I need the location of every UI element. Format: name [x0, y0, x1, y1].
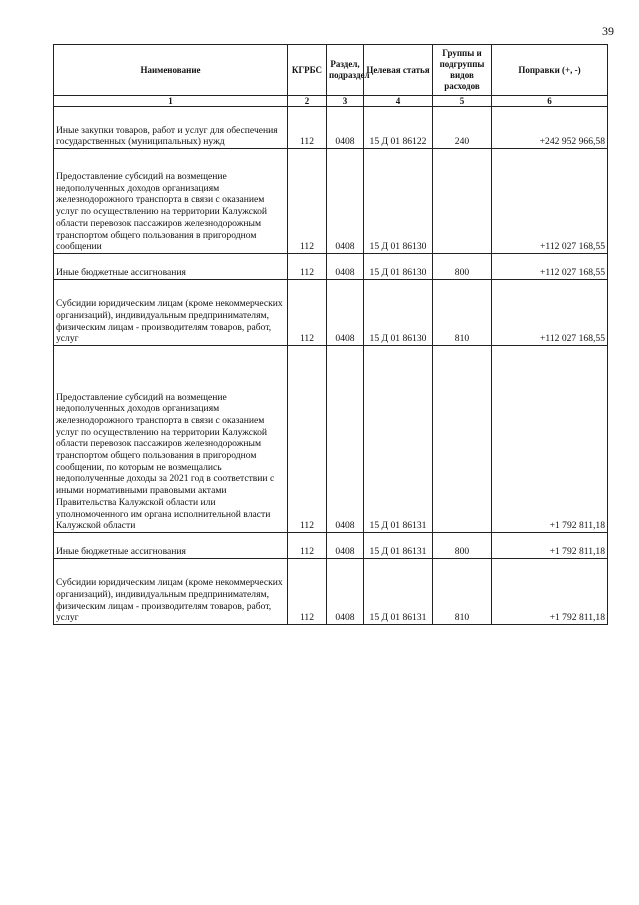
header-amendments: Поправки (+, -) [492, 45, 608, 96]
table-row [54, 280, 608, 346]
column-number: 2 [288, 96, 327, 107]
row-amendment-amount: +242 952 966,58 [492, 107, 608, 149]
row-expense-group: 800 [433, 254, 492, 280]
row-kgrbs: 112 [288, 346, 327, 533]
row-amendment-amount: +1 792 811,18 [492, 533, 608, 559]
row-expense-group: 810 [433, 559, 492, 625]
page-number: 39 [602, 24, 614, 38]
row-amendment-amount: +1 792 811,18 [492, 346, 608, 533]
table-row [54, 346, 608, 533]
row-name: Предоставление субсидий на возмещение недополученных доходов организациям железнодорожного транспорта в связи с оказанием услуг по осуществлению на территории Калужской области перевозок пассажиров железнодорожным транспортом общего пользования в пригородном сообщении [54, 149, 288, 254]
row-target-article: 15 Д 01 86122 [364, 107, 433, 149]
table-header-row [54, 45, 608, 96]
row-amendment-amount: +112 027 168,55 [492, 254, 608, 280]
row-section: 0408 [327, 346, 364, 533]
row-name: Предоставление субсидий на возмещение недополученных доходов организациям железнодорожного транспорта в связи с оказанием услуг по осуществлению на территории Калужской области перевозок пассажиров железнодорожным транспортом общего пользования в пригородном сообщении, по которым не возмещались недополученные доходы за 2021 год в соответствии с иными нормативными правовыми актами Правительства Калужской области или уполномоченного им органа исполнительной власти Калужской области [54, 346, 288, 533]
row-section: 0408 [327, 149, 364, 254]
table-row [54, 254, 608, 280]
row-target-article: 15 Д 01 86131 [364, 533, 433, 559]
column-number: 5 [433, 96, 492, 107]
budget-amendments-table [53, 44, 608, 625]
row-name: Иные бюджетные ассигнования [54, 254, 288, 280]
column-number: 1 [54, 96, 288, 107]
row-target-article: 15 Д 01 86131 [364, 346, 433, 533]
table-row [54, 533, 608, 559]
header-name: Наименование [54, 45, 288, 96]
row-expense-group: 240 [433, 107, 492, 149]
row-kgrbs: 112 [288, 149, 327, 254]
row-name: Иные бюджетные ассигнования [54, 533, 288, 559]
row-section: 0408 [327, 280, 364, 346]
column-number: 6 [492, 96, 608, 107]
row-kgrbs: 112 [288, 254, 327, 280]
row-name: Иные закупки товаров, работ и услуг для обеспечения государственных (муниципальных) нужд [54, 107, 288, 149]
header-kgrbs: КГРБС [288, 45, 327, 96]
header-section: Раздел, подраздел [327, 45, 364, 96]
row-name: Субсидии юридическим лицам (кроме некоммерческих организаций), индивидуальным предпринимателям, физическим лицам - производителям товаров, работ, услуг [54, 280, 288, 346]
row-section: 0408 [327, 559, 364, 625]
column-number: 4 [364, 96, 433, 107]
row-target-article: 15 Д 01 86130 [364, 149, 433, 254]
row-section: 0408 [327, 107, 364, 149]
table-row [54, 559, 608, 625]
row-expense-group: 810 [433, 280, 492, 346]
row-name: Субсидии юридическим лицам (кроме некоммерческих организаций), индивидуальным предпринимателям, физическим лицам - производителям товаров, работ, услуг [54, 559, 288, 625]
row-expense-group: 800 [433, 533, 492, 559]
row-target-article: 15 Д 01 86130 [364, 280, 433, 346]
row-kgrbs: 112 [288, 280, 327, 346]
row-section: 0408 [327, 254, 364, 280]
row-amendment-amount: +1 792 811,18 [492, 559, 608, 625]
row-expense-group [433, 149, 492, 254]
table-row [54, 149, 608, 254]
row-section: 0408 [327, 533, 364, 559]
row-amendment-amount: +112 027 168,55 [492, 280, 608, 346]
row-target-article: 15 Д 01 86130 [364, 254, 433, 280]
table-row [54, 107, 608, 149]
column-number: 3 [327, 96, 364, 107]
row-expense-group [433, 346, 492, 533]
header-expense-groups: Группы и подгруппы видов расходов [433, 45, 492, 96]
row-target-article: 15 Д 01 86131 [364, 559, 433, 625]
row-kgrbs: 112 [288, 559, 327, 625]
row-amendment-amount: +112 027 168,55 [492, 149, 608, 254]
column-number-row [54, 96, 608, 107]
row-kgrbs: 112 [288, 107, 327, 149]
header-target-article: Целевая статья [364, 45, 433, 96]
row-kgrbs: 112 [288, 533, 327, 559]
